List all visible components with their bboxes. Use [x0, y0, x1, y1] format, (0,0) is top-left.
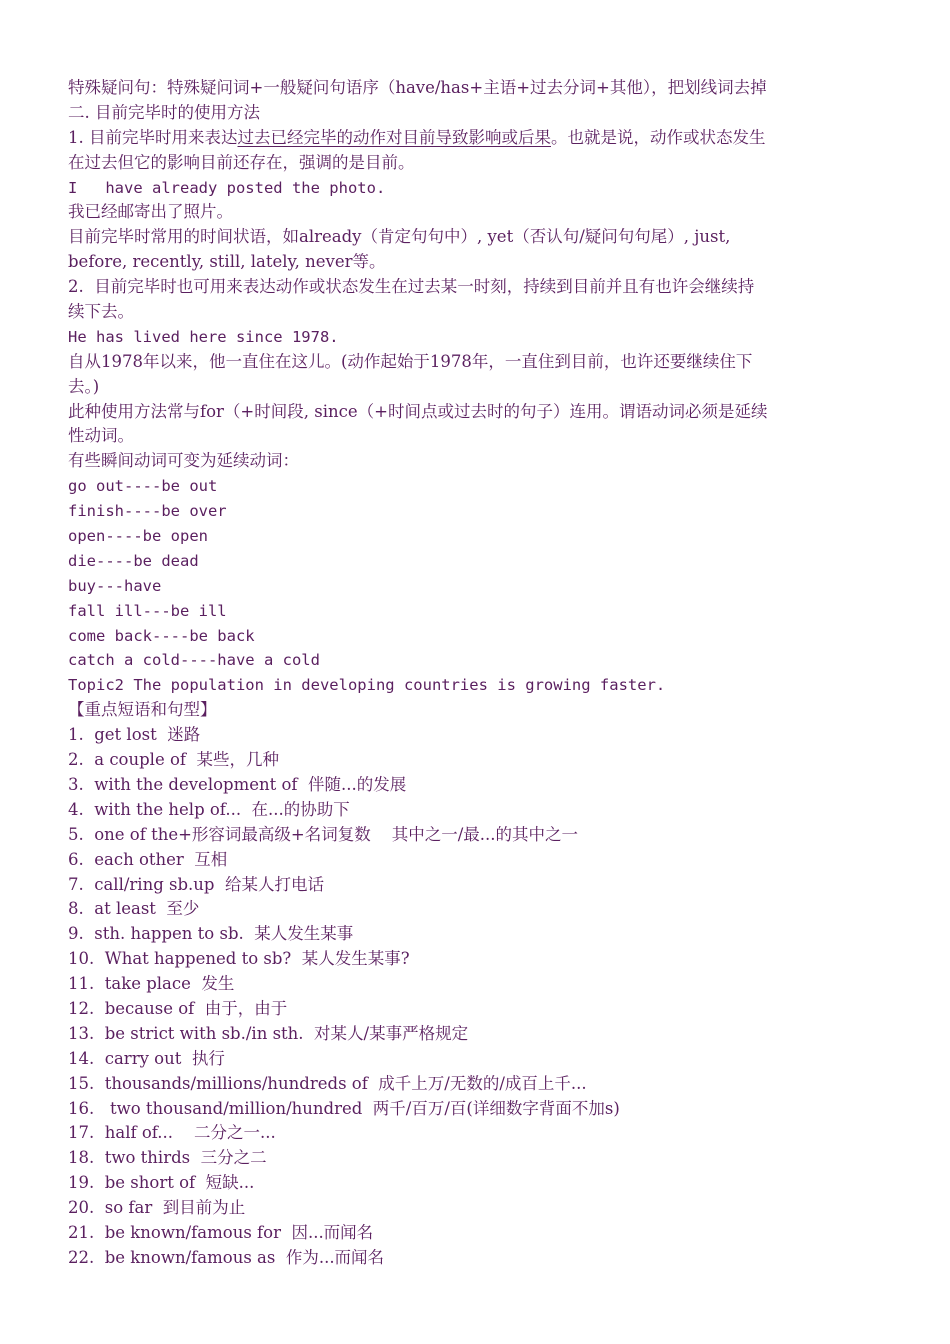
phrase-item: 2. a couple of 某些，几种 — [68, 750, 279, 770]
verb-pair: die----be dead — [68, 551, 199, 570]
phrase-item: 17. half of... 二分之一... — [68, 1123, 276, 1143]
phrase-item: 15. thousands/millions/hundreds of 成千上万/无数的/成百上千... — [68, 1073, 587, 1093]
phrase-item: 1. get lost 迷路 — [68, 725, 201, 745]
point-1-line-b: 在过去但它的影响目前还存在，强调的是目前。 — [68, 152, 415, 172]
verb-pair: buy---have — [68, 576, 162, 595]
adverbs-line-a: 目前完毕时常用的时间状语，如already（肯定句句中）, yet（否认句/疑问句句尾）, just, — [68, 227, 731, 247]
adverbs-line-b: before, recently, still, lately, never等。 — [68, 252, 386, 272]
special-question-line: 特殊疑问句：特殊疑问词+一般疑问句语序（have/has+主语+过去分词+其他），把划线词去掉 — [68, 78, 767, 97]
phrase-item: 19. be short of 短缺... — [68, 1173, 255, 1193]
verb-pair: go out----be out — [68, 477, 218, 496]
point-1-suffix: 。也就是说，动作或状态发生 — [551, 127, 766, 147]
phrase-item: 4. with the help of... 在...的协助下 — [68, 799, 350, 819]
verb-pair: catch a cold----have a cold — [68, 651, 320, 670]
example-2-chinese-b: 去。) — [68, 376, 100, 396]
phrase-item: 6. each other 互相 — [68, 849, 228, 869]
example-2-english: He has lived here since 1978. — [68, 327, 339, 346]
phrase-item: 8. at least 至少 — [68, 899, 200, 919]
instant-verbs-intro: 有些瞬间动词可变为延续动词： — [68, 451, 299, 471]
example-1-chinese: 我已经邮寄出了照片。 — [68, 202, 233, 222]
verb-pair: come back----be back — [68, 626, 255, 645]
phrase-item: 3. with the development of 伴随...的发展 — [68, 774, 407, 794]
section-heading-2: 二. 目前完毕时的使用方法 — [68, 102, 260, 122]
point-1-prefix: 1. 目前完毕时用来表达 — [68, 127, 238, 147]
phrase-item: 10. What happened to sb? 某人发生某事? — [68, 949, 410, 969]
phrase-item: 13. be strict with sb./in sth. 对某人/某事严格规定 — [68, 1023, 469, 1043]
usage-line-b: 性动词。 — [68, 426, 134, 446]
phrase-list — [68, 723, 898, 1271]
verb-pair: open----be open — [68, 527, 208, 546]
phrase-item: 16. two thousand/million/hundred 两千/百万/百(详细数字背面不加s) — [68, 1098, 620, 1118]
phrase-item: 22. be known/famous as 作为...而闻名 — [68, 1247, 385, 1267]
phrase-item: 12. because of 由于，由于 — [68, 998, 288, 1018]
example-2-chinese-a: 自从1978年以来，他一直住在这儿。(动作起始于1978年，一直住到目前，也许还要继续住下 — [68, 351, 753, 371]
phrase-item: 14. carry out 执行 — [68, 1048, 225, 1068]
topic-2-title: Topic2 The population in developing countries is growing faster. — [68, 676, 666, 695]
point-2-line-a: 2. 目前完毕时也可用来表达动作或状态发生在过去某一时刻，持续到目前并且有也许会继续持 — [68, 277, 755, 297]
phrase-item: 20. so far 到目前为止 — [68, 1198, 246, 1218]
example-1-english: I have already posted the photo. — [68, 178, 386, 197]
verb-pair-list — [68, 474, 898, 673]
usage-line-a: 此种使用方法常与for（+时间段, since（+时间点或过去时的句子）连用。谓语动词必须是延续 — [68, 401, 768, 421]
point-2-line-b: 续下去。 — [68, 302, 134, 322]
phrase-item: 7. call/ring sb.up 给某人打电话 — [68, 874, 324, 894]
document-page — [68, 76, 898, 1271]
key-phrases-heading: 【重点短语和句型】 — [68, 700, 217, 720]
point-1-line-a — [68, 126, 898, 151]
phrase-item: 9. sth. happen to sb. 某人发生某事 — [68, 924, 354, 944]
point-1-underlined: 过去已经完毕的动作对目前导致影响或后果 — [237, 127, 551, 147]
phrase-item: 18. two thirds 三分之二 — [68, 1148, 267, 1168]
phrase-item: 21. be known/famous for 因...而闻名 — [68, 1222, 374, 1242]
phrase-item: 5. one of the+形容词最高级+名词复数 其中之一/最...的其中之一 — [68, 824, 579, 844]
phrase-item: 11. take place 发生 — [68, 974, 235, 994]
verb-pair: fall ill---be ill — [68, 601, 227, 620]
verb-pair: finish----be over — [68, 502, 227, 521]
